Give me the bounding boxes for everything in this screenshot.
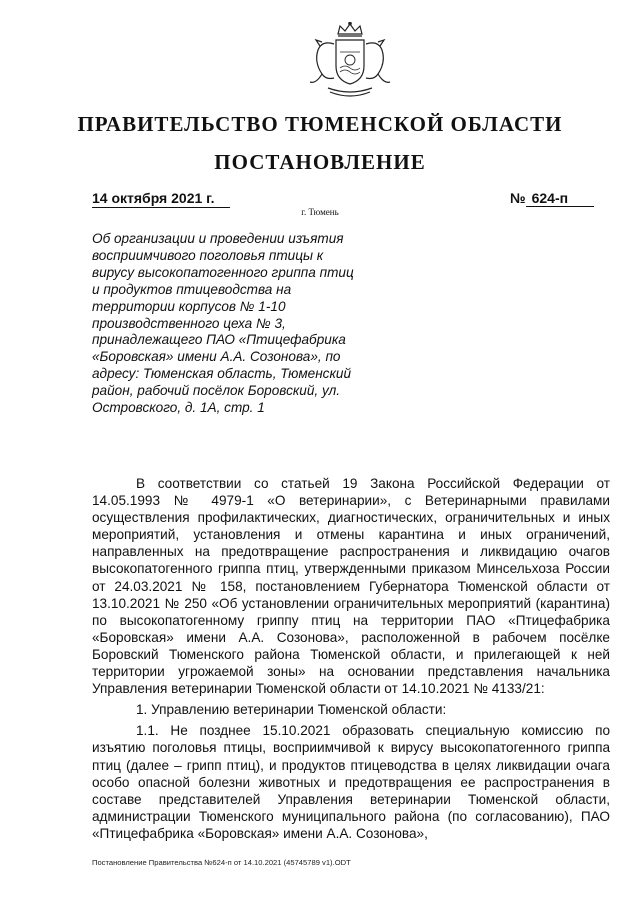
government-title: ПРАВИТЕЛЬСТВО ТЮМЕНСКОЙ ОБЛАСТИ: [77, 112, 563, 136]
document-number: [510, 190, 594, 207]
document-date: 14 октября 2021 г.: [92, 190, 230, 208]
preamble-paragraph: В соответствии со статьей 19 Закона Российской Федерации от 14.05.1993 № 4979-1 «О ветеринарии», с Ветеринарными правилами осуществления профилактических, диагностических, ограничительных и иных мероприятий, установления и отмены карантина и иных ограничений, направленных на предотвращение распространения и ликвидацию очагов высокопатогенного гриппа птиц, утвержденными приказом Минсельхоза России от 24.03.2021 № 158, постановлением Губернатора Тюменской области от 13.10.2021 № 250 «Об установлении ограничительных мероприятий (карантина) по высокопатогенному гриппу птиц на территории ПАО «Птицефабрика «Боровская» имени А.А. Созонова», расположенной в рабочем посёлке Боровский Тюменского района Тюменской области, и прилегающей к ней территории угрожаемой зоны» на основании представления начальника Управления ветеринарии Тюменской области от 14.10.2021 № 4133/21:: [92, 476, 610, 697]
document-subject: Об организации и проведении изъятия восприимчивого поголовья птицы к вирусу высокопатогенного гриппа птиц и продуктов птицеводства на территории корпусов № 1-10 производственного цеха № 3, принадлежащего ПАО «Птицефабрика «Боровская» имени А.А. Созонова», по адресу: Тюменская область, Тюменский район, рабочий посёлок Боровский, ул. Островского, д. 1А, стр. 1: [92, 231, 354, 416]
document-type: ПОСТАНОВЛЕНИЕ: [214, 150, 426, 174]
document-footer: Постановление Правительства №624-п от 14.10.2021 (45745789 v1).ODT: [92, 858, 351, 867]
tyumen-region-coat-of-arms-icon: [300, 22, 400, 102]
number-label: №: [510, 190, 526, 206]
number-value: 624-п: [526, 190, 594, 207]
document-body: [92, 475, 610, 842]
item-1-1-paragraph: 1.1. Не позднее 15.10.2021 образовать специальную комиссию по изъятию поголовья птицы, восприимчивой к вирусу высокопатогенного гриппа птиц (далее – грипп птиц), и продуктов птицеводства в целях ликвидации очага особо опасной болезни животных и предотвращения ее распространения в составе представителей Управления ветеринарии Тюменской области, администрации Тюменского муниципального района (по согласованию), ПАО «Птицефабрика «Боровская» имени А.А. Созонова»,: [92, 723, 610, 841]
document-city: г. Тюмень: [301, 207, 339, 217]
item-1-paragraph: 1. Управлению ветеринарии Тюменской области:: [136, 702, 447, 718]
